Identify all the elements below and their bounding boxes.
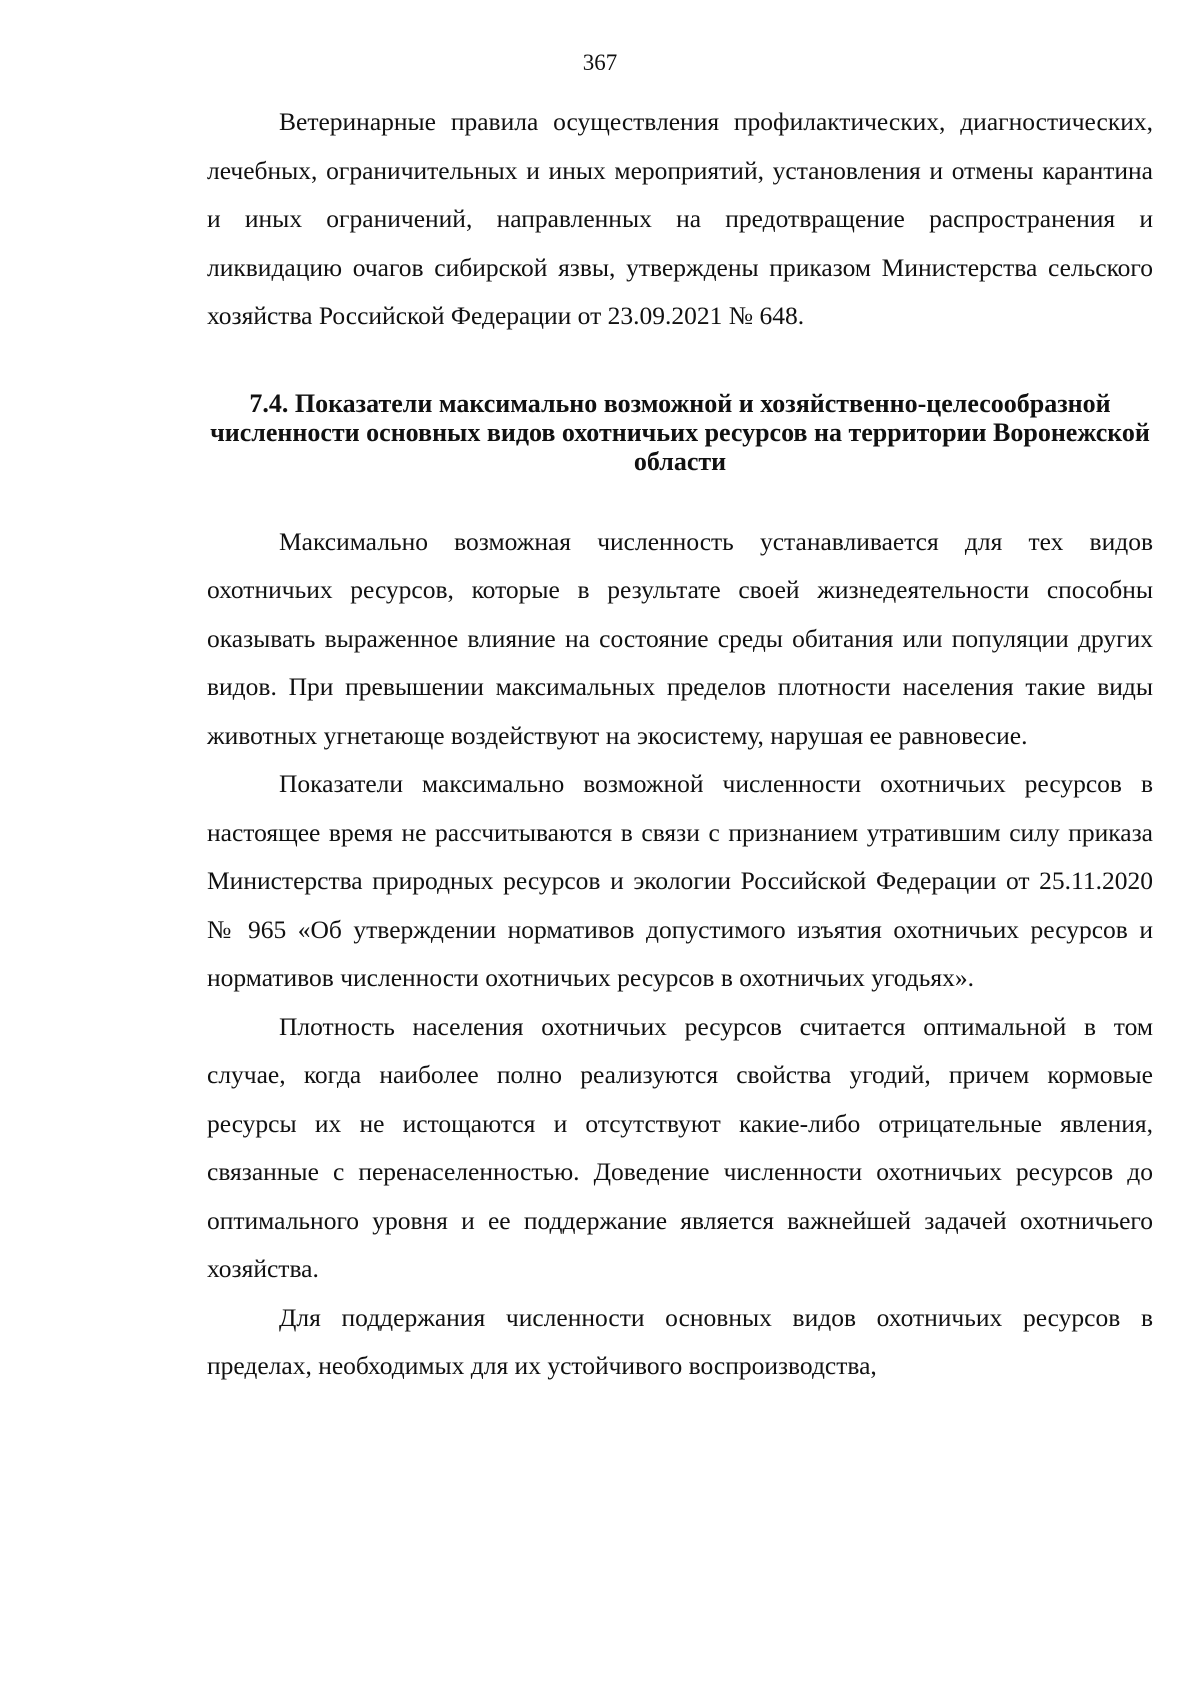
paragraph-population-maintenance: Для поддержания численности основных видов охотничьих ресурсов в пределах, необходимых для их устойчивого воспроизводства, <box>207 1302 1153 1380</box>
paragraph-veterinary-rules: Ветеринарные правила осуществления профилактических, диагностических, лечебных, ограничительных и иных мероприятий, установления и отмены карантина и иных ограничений, направленных на предотвращение распространения и ликвидацию очагов сибирской язвы, утверждены приказом Министерства сельского хозяйства Российской Федерации от 23.09.2021 № 648. <box>207 107 1153 330</box>
paragraph-optimal-density: Плотность населения охотничьих ресурсов считается оптимальной в том случае, когда наиболее полно реализуются свойства угодий, причем кормовые ресурсы их не истощаются и отсутствуют какие-либо отрицательные явления, связанные с перенаселенностью. Доведение численности охотничьих ресурсов до оптимального уровня и ее поддержание является важнейшей задачей охотничьего хозяйства. <box>207 1011 1153 1283</box>
paragraph-max-population: Максимально возможная численность устанавливается для тех видов охотничьих ресурсов, которые в результате своей жизнедеятельности способны оказывать выраженное влияние на состояние среды обитания или популяции других видов. При превышении максимальных пределов плотности населения такие виды животных угнетающе воздействуют на экосистему, нарушая ее равновесие. <box>207 526 1153 750</box>
section-heading: 7.4. Показатели максимально возможной и хозяйственно-целесообразной численности основных видов охотничьих ресурсов на территории Воронежской области <box>210 388 1150 476</box>
paragraph-indicators-not-calculated: Показатели максимально возможной численности охотничьих ресурсов в настоящее время не рассчитываются в связи с признанием утратившим силу приказа Министерства природных ресурсов и экологии Российской Федерации от 25.11.2020 № 965 «Об утверждении нормативов допустимого изъятия охотничьих ресурсов и нормативов численности охотничьих ресурсов в охотничьих угодьях». <box>207 769 1153 992</box>
document-body <box>207 98 1153 1391</box>
page-number: 367 <box>582 50 618 75</box>
